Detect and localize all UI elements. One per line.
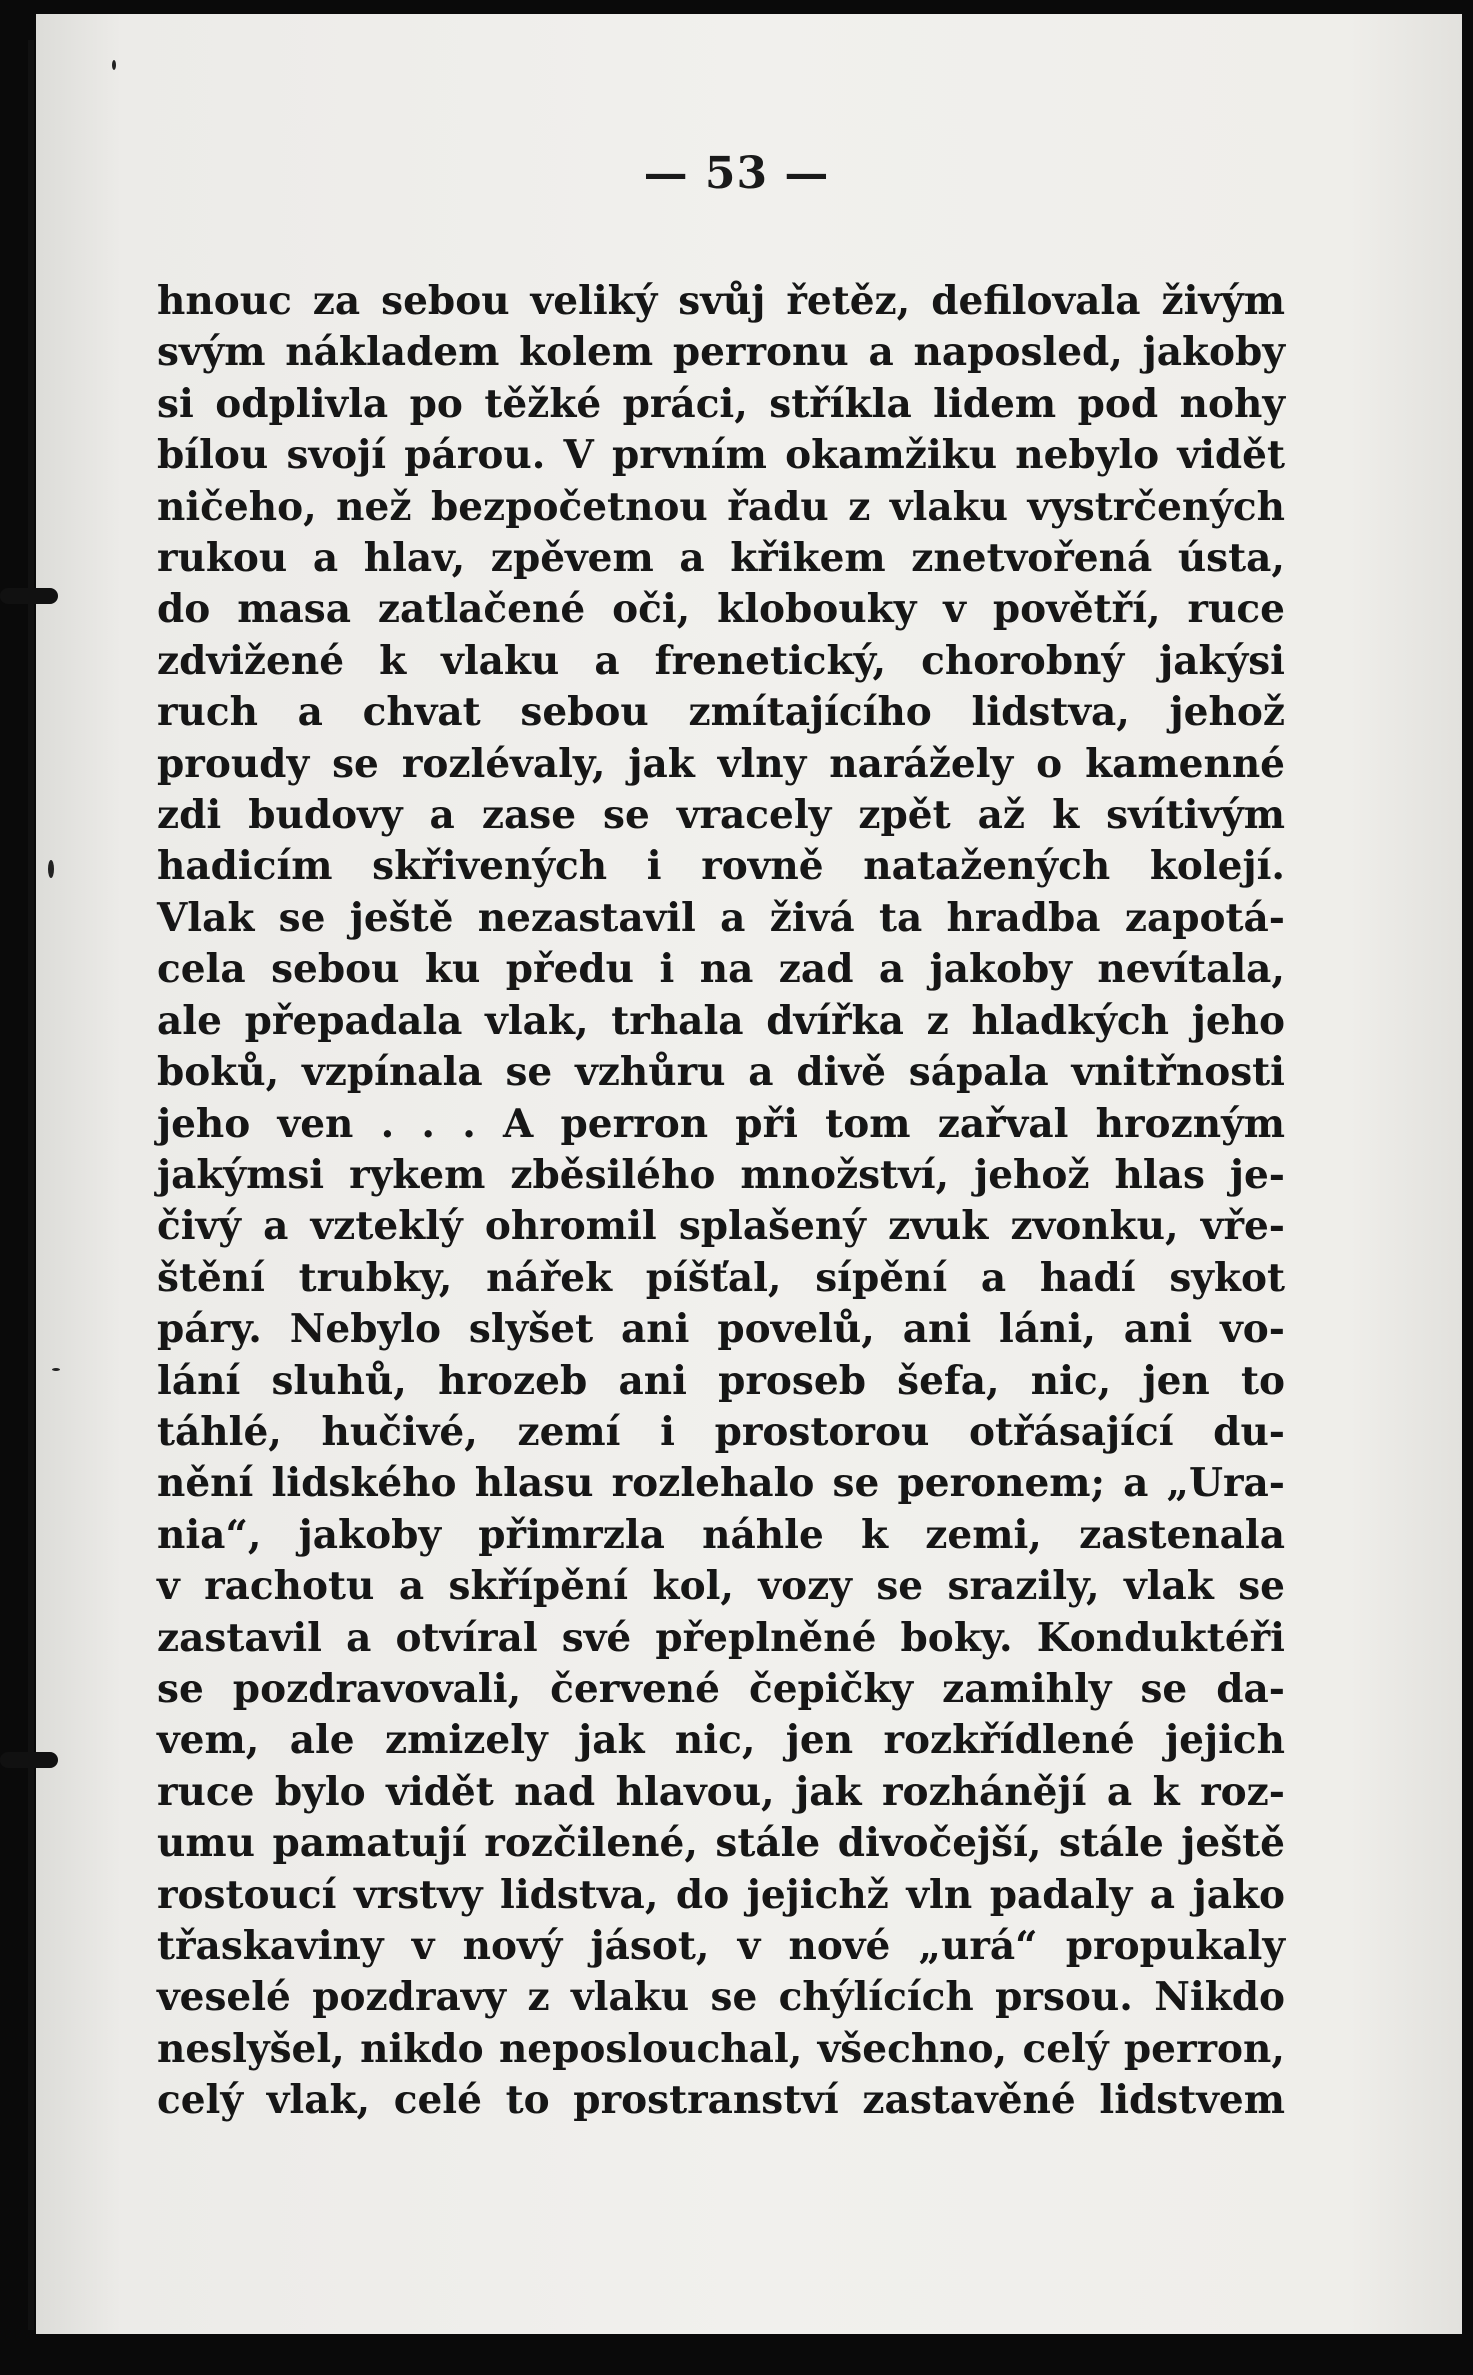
binding-mark-bottom	[0, 1752, 58, 1768]
text-line: čivý a vzteklý ohromil splašený zvuk zvonku, vře-	[157, 1203, 1285, 1250]
text-line: ničeho, než bezpočetnou řadu z vlaku vystrčených	[157, 483, 1285, 530]
text-line: proudy se rozlévaly, jak vlny narážely o kamenné	[157, 740, 1285, 787]
text-line: veselé pozdravy z vlaku se chýlících prsou. Nikdo	[157, 1974, 1285, 2021]
text-line: si odplivla po těžké práci, stříkla lidem pod nohy	[157, 380, 1285, 427]
text-line: umu pamatují rozčilené, stále divočejší, stále ještě	[157, 1820, 1285, 1867]
text-line: táhlé, hučivé, zemí i prostorou otřásající du-	[157, 1408, 1285, 1455]
text-line: páry. Nebylo slyšet ani povelů, ani láni, ani vo-	[157, 1306, 1285, 1353]
text-line: bílou svojí párou. V prvním okamžiku nebylo vidět	[157, 432, 1285, 479]
binding-mark-top	[0, 588, 58, 604]
text-line: celý vlak, celé to prostranství zastavěné lidstvem	[157, 2077, 1285, 2124]
paper-speck	[48, 860, 54, 878]
text-line: nia“, jakoby přimrzla náhle k zemi, zastenala	[157, 1511, 1285, 1558]
page-number: — 53 —	[643, 148, 830, 199]
text-line: zdi budovy a zase se vracely zpět až k svítivým	[157, 792, 1285, 839]
text-line: se pozdravovali, červené čepičky zamihly se da-	[157, 1665, 1285, 1712]
text-line: rukou a hlav, zpěvem a křikem znetvořená ústa,	[157, 535, 1285, 582]
text-line: štění trubky, nářek píšťal, sípění a hadí sykot	[157, 1254, 1285, 1301]
text-line: zastavil a otvíral své přeplněné boky. Konduktéři	[157, 1614, 1285, 1661]
text-line: ruch a chvat sebou zmítajícího lidstva, jehož	[157, 689, 1285, 736]
text-line: boků, vzpínala se vzhůru a divě sápala vnitřnosti	[157, 1049, 1285, 1096]
text-line: ale přepadala vlak, trhala dvířka z hladkých jeho	[157, 997, 1285, 1044]
text-line: neslyšel, nikdo neposlouchal, všechno, celý perron,	[157, 2025, 1285, 2072]
text-line: v rachotu a skřípění kol, vozy se srazily, vlak se	[157, 1563, 1285, 1610]
binding-edge	[28, 40, 34, 2330]
text-line: zdvižené k vlaku a frenetický, chorobný jakýsi	[157, 637, 1285, 684]
paper-speck	[52, 1368, 60, 1371]
text-line: hnouc za sebou veliký svůj řetěz, defilovala živým	[157, 278, 1285, 324]
text-line: ruce bylo vidět nad hlavou, jak rozhánějí a k roz-	[157, 1768, 1285, 1815]
text-line: lání sluhů, hrozeb ani proseb šefa, nic, jen to	[157, 1357, 1285, 1404]
text-line: třaskaviny v nový jásot, v nové „urá“ propukaly	[157, 1923, 1285, 1969]
text-line: Vlak se ještě nezastavil a živá ta hradba zapotá-	[157, 894, 1285, 941]
text-line: svým nákladem kolem perronu a naposled, jakoby	[157, 329, 1285, 376]
text-line: jeho ven . . . A perron při tom zařval hrozným	[157, 1100, 1285, 1147]
text-line: jakýmsi rykem zběsilého množství, jehož hlas je-	[157, 1151, 1285, 1198]
text-line: hadicím skřivených i rovně natažených kolejí.	[157, 843, 1285, 890]
paper-speck	[112, 60, 116, 70]
text-line: nění lidského hlasu rozlehalo se peronem; a „Ura-	[157, 1460, 1285, 1507]
text-line: do masa zatlačené oči, klobouky v povětří, ruce	[157, 586, 1285, 633]
body-text	[157, 276, 1285, 2127]
text-line: vem, ale zmizely jak nic, jen rozkřídlené jejich	[157, 1717, 1285, 1764]
text-line: rostoucí vrstvy lidstva, do jejichž vln padaly a jako	[157, 1871, 1285, 1918]
text-line: cela sebou ku předu i na zad a jakoby nevítala,	[157, 946, 1285, 993]
